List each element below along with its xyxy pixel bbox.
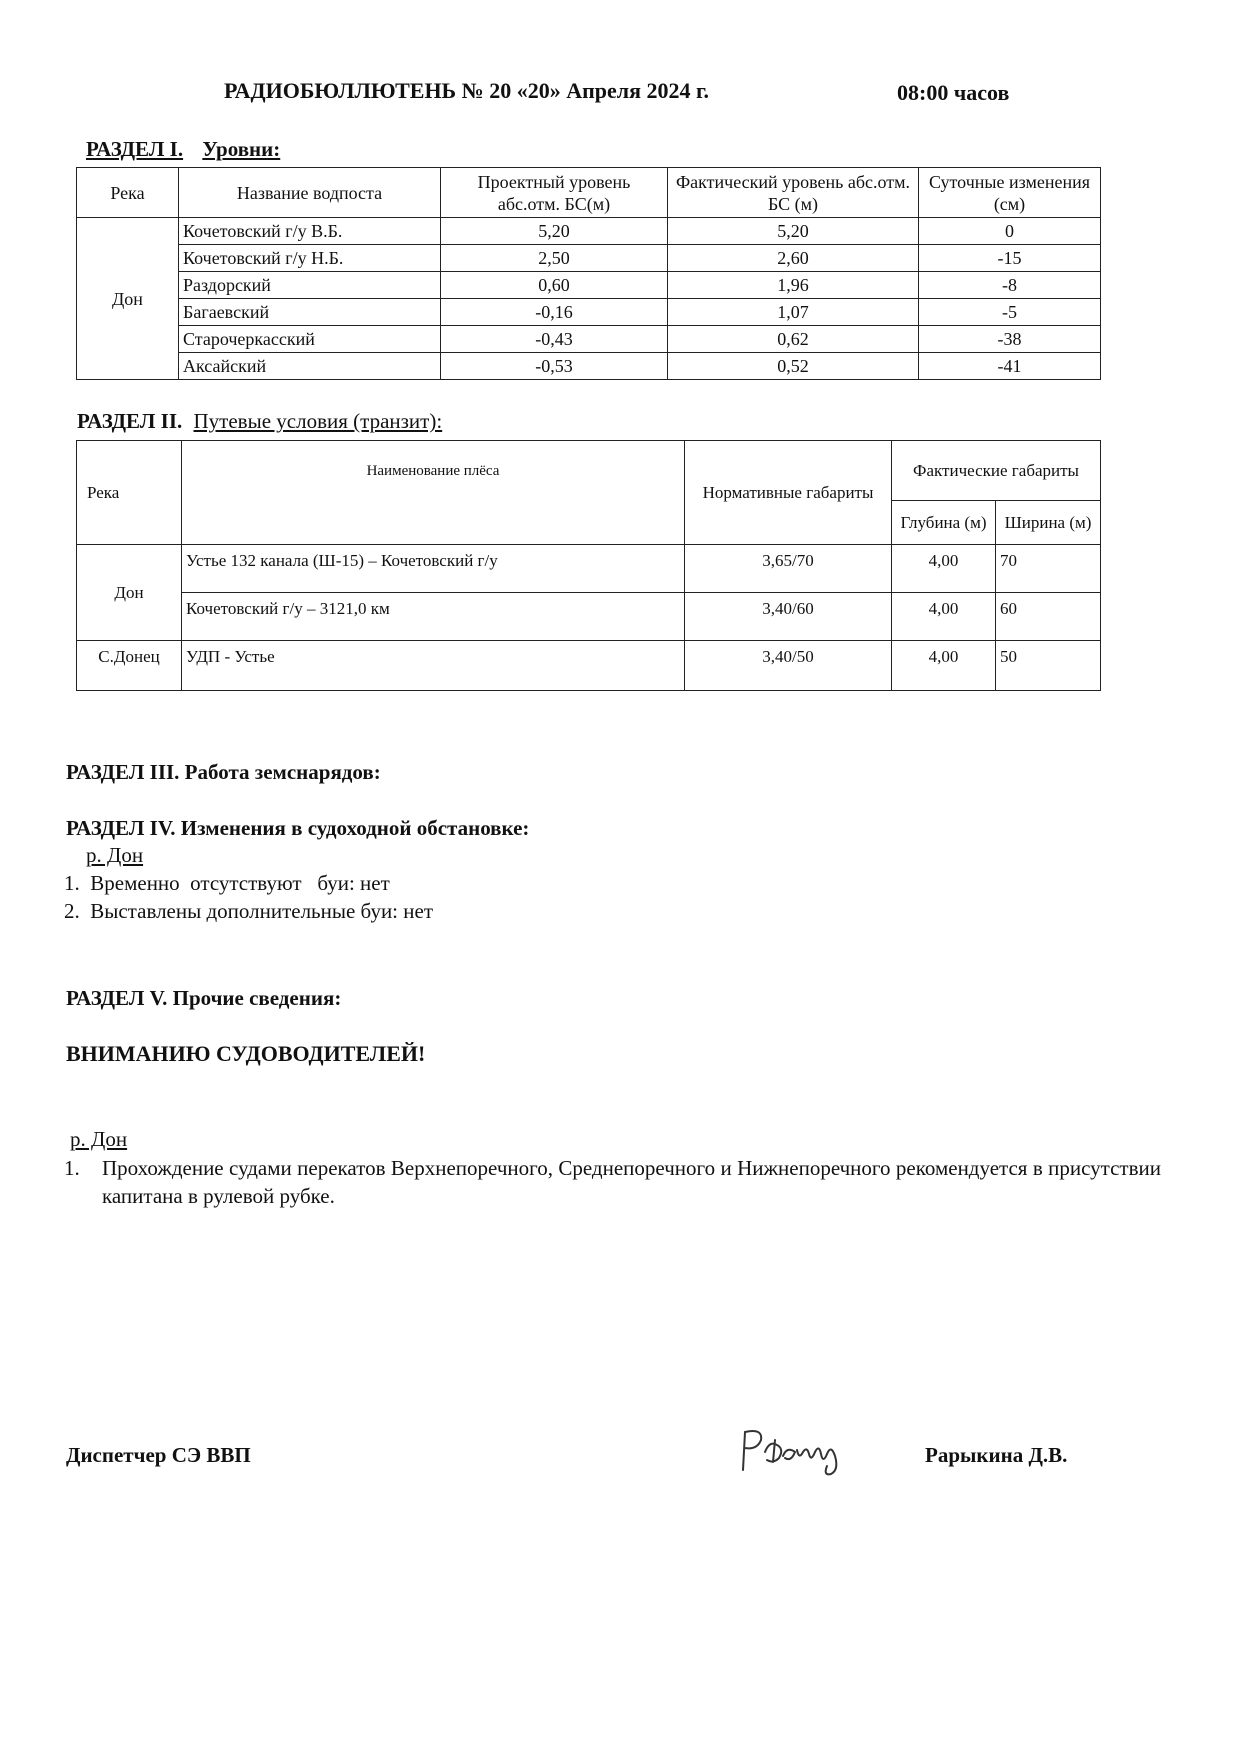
list-item: 1. Временно отсутствуют буи: нет <box>64 871 390 895</box>
actual-level: 0,62 <box>668 326 919 353</box>
river-cell: Дон <box>77 218 179 380</box>
table-row <box>77 641 1101 691</box>
table-row <box>77 272 1101 299</box>
transit-header-row <box>77 441 1101 501</box>
norm-dimensions: 3,40/50 <box>685 641 892 691</box>
design-level: 5,20 <box>441 218 668 245</box>
norm-dimensions: 3,40/60 <box>685 593 892 641</box>
norm-dimensions: 3,65/70 <box>685 545 892 593</box>
actual-width: 50 <box>996 641 1101 691</box>
signature-image <box>735 1422 870 1480</box>
actual-level: 5,20 <box>668 218 919 245</box>
daily-change: 0 <box>919 218 1101 245</box>
reach-name: Устье 132 канала (Ш-15) – Кочетовский г/у <box>182 545 685 593</box>
col-river: Река <box>77 441 182 545</box>
actual-level: 0,52 <box>668 353 919 380</box>
table-row <box>77 545 1101 593</box>
dispatcher-name: Рарыкина Д.В. <box>925 1443 1068 1467</box>
section2-title <box>77 409 442 434</box>
list-item-number: 1. <box>64 1156 80 1180</box>
post-name: Кочетовский г/у Н.Б. <box>179 245 441 272</box>
dispatcher-role: Диспетчер СЭ ВВП <box>66 1443 251 1467</box>
actual-depth: 4,00 <box>892 593 996 641</box>
daily-change: -41 <box>919 353 1101 380</box>
list-item: 2. Выставлены дополнительные буи: нет <box>64 899 433 923</box>
list-item-text: Прохождение судами перекатов Верхнепоречного, Среднепоречного и Нижнепоречного рекомендуется в присутствии капитана в рулевой рубке. <box>102 1156 1161 1208</box>
col-actual-level: Фактический уровень абс.отм. БС (м) <box>668 168 919 218</box>
post-name: Аксайский <box>179 353 441 380</box>
bulletin-time: 08:00 часов <box>897 80 1010 105</box>
design-level: -0,53 <box>441 353 668 380</box>
design-level: 2,50 <box>441 245 668 272</box>
design-level: 0,60 <box>441 272 668 299</box>
post-name: Старочеркасский <box>179 326 441 353</box>
table-row <box>77 245 1101 272</box>
table-row <box>77 593 1101 641</box>
actual-level: 1,96 <box>668 272 919 299</box>
section2-label: РАЗДЕЛ II. <box>77 409 183 433</box>
section4-river: р. Дон <box>86 843 144 867</box>
daily-change: -5 <box>919 299 1101 326</box>
col-norm: Нормативные габариты <box>685 441 892 545</box>
design-level: -0,16 <box>441 299 668 326</box>
section1-name: Уровни: <box>202 137 281 161</box>
actual-depth: 4,00 <box>892 641 996 691</box>
section3-title: РАЗДЕЛ III. Работа земснарядов: <box>66 760 381 784</box>
post-name: Багаевский <box>179 299 441 326</box>
section4-title: РАЗДЕЛ IV. Изменения в судоходной обстановке: <box>66 816 530 840</box>
reach-name: Кочетовский г/у – 3121,0 км <box>182 593 685 641</box>
river-cell: С.Донец <box>77 641 182 691</box>
section5-river: р. Дон <box>70 1127 128 1151</box>
section1-label: РАЗДЕЛ I. <box>86 137 184 161</box>
reach-name: УДП - Устье <box>182 641 685 691</box>
section5-title: РАЗДЕЛ V. Прочие сведения: <box>66 986 342 1010</box>
table-row <box>77 218 1101 245</box>
section2-name: Путевые условия (транзит): <box>193 409 443 433</box>
table-row <box>77 326 1101 353</box>
col-actual: Фактические габариты <box>892 441 1101 501</box>
design-level: -0,43 <box>441 326 668 353</box>
actual-width: 70 <box>996 545 1101 593</box>
daily-change: -38 <box>919 326 1101 353</box>
daily-change: -15 <box>919 245 1101 272</box>
attention-heading: ВНИМАНИЮ СУДОВОДИТЕЛЕЙ! <box>66 1041 426 1066</box>
col-reach: Наименование плёса <box>182 441 685 545</box>
col-depth: Глубина (м) <box>892 501 996 545</box>
actual-level: 1,07 <box>668 299 919 326</box>
section1-title <box>86 137 280 162</box>
bulletin-title: РАДИОБЮЛЛЮТЕНЬ № 20 «20» Апреля 2024 г. <box>224 78 710 103</box>
col-width: Ширина (м) <box>996 501 1101 545</box>
actual-depth: 4,00 <box>892 545 996 593</box>
daily-change: -8 <box>919 272 1101 299</box>
actual-level: 2,60 <box>668 245 919 272</box>
list-item <box>64 1154 1161 1210</box>
col-post-name: Название водпоста <box>179 168 441 218</box>
col-daily-change: Суточные изменения (см) <box>919 168 1101 218</box>
actual-width: 60 <box>996 593 1101 641</box>
col-design-level: Проектный уровень абс.отм. БС(м) <box>441 168 668 218</box>
river-cell: Дон <box>77 545 182 641</box>
post-name: Раздорский <box>179 272 441 299</box>
post-name: Кочетовский г/у В.Б. <box>179 218 441 245</box>
table-row <box>77 353 1101 380</box>
levels-header-row <box>77 168 1101 218</box>
levels-table <box>76 167 1101 380</box>
transit-table <box>76 440 1101 691</box>
table-row <box>77 299 1101 326</box>
col-river: Река <box>77 168 179 218</box>
